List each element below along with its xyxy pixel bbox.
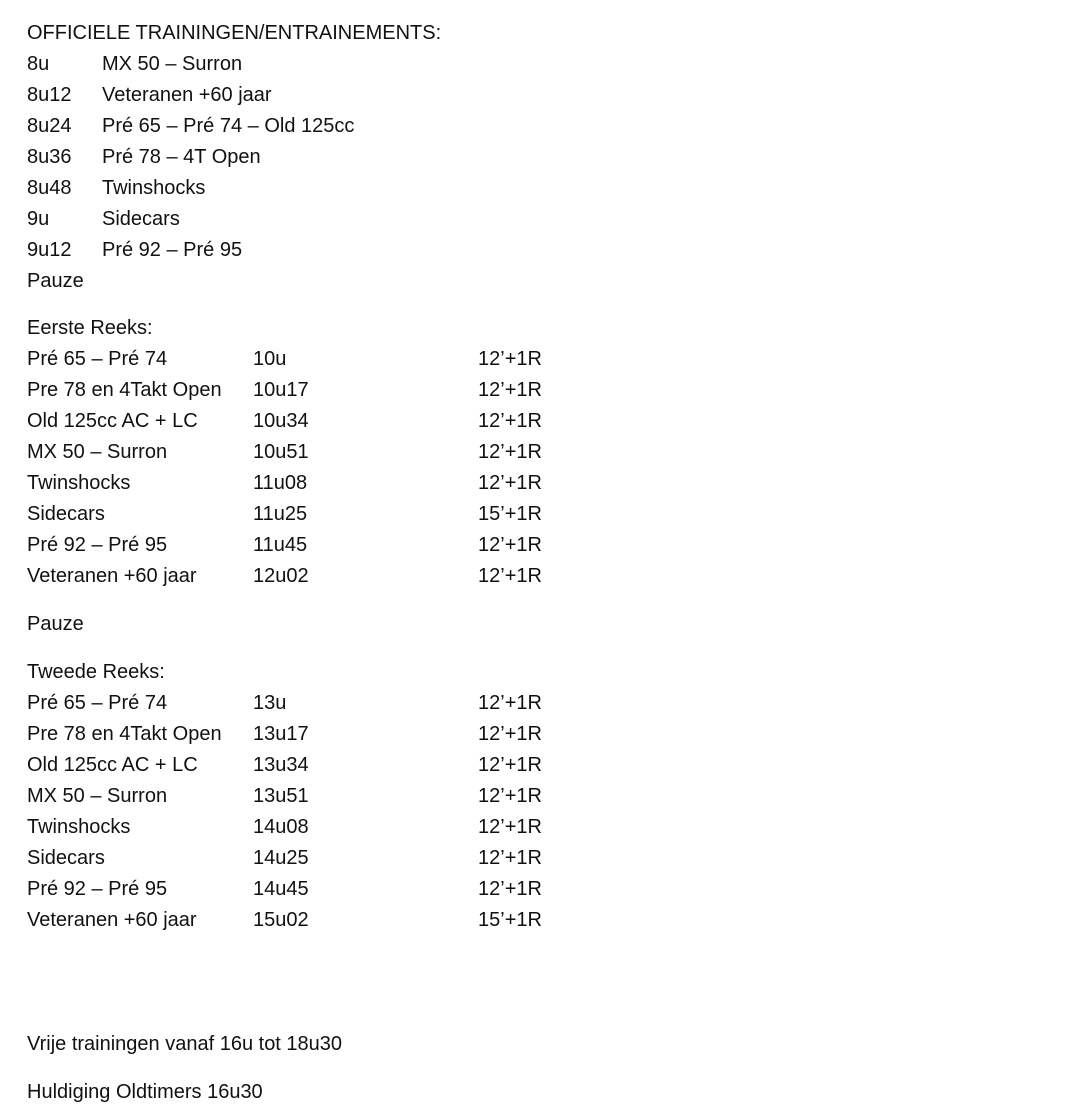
series-row	[27, 437, 1027, 468]
training-class: Sidecars	[102, 208, 180, 230]
series-duration: 15’+1R	[478, 909, 542, 931]
series-time: 10u	[253, 348, 287, 370]
series-row	[27, 530, 1027, 561]
series-1-section	[27, 313, 1027, 592]
series-duration: 12’+1R	[478, 878, 542, 900]
training-row	[27, 204, 1027, 235]
training-time: 9u12	[27, 239, 72, 261]
series-class: Old 125cc AC + LC	[27, 410, 198, 432]
series-duration: 12’+1R	[478, 534, 542, 556]
ceremony-note: Huldiging Oldtimers 16u30	[27, 1081, 263, 1103]
series-time: 10u17	[253, 379, 309, 401]
series-time: 13u34	[253, 754, 309, 776]
series-class: Sidecars	[27, 847, 105, 869]
training-class: Pré 92 – Pré 95	[102, 239, 243, 261]
series-time: 13u17	[253, 723, 309, 745]
series-duration: 12’+1R	[478, 785, 542, 807]
training-time: 8u24	[27, 115, 72, 137]
series-class: MX 50 – Surron	[27, 785, 168, 807]
training-row	[27, 80, 1027, 111]
series-row	[27, 468, 1027, 499]
series-row	[27, 344, 1027, 375]
series-duration: 12’+1R	[478, 348, 542, 370]
series-row	[27, 874, 1027, 905]
series-class: Twinshocks	[27, 472, 131, 494]
training-row	[27, 111, 1027, 142]
series-class: Sidecars	[27, 503, 105, 525]
series-class: Pré 92 – Pré 95	[27, 878, 168, 900]
series-class: Pre 78 en 4Takt Open	[27, 723, 222, 745]
series-duration: 12’+1R	[478, 847, 542, 869]
series-class: Pré 65 – Pré 74	[27, 692, 168, 714]
series-row	[27, 905, 1027, 936]
series-row	[27, 719, 1027, 750]
series-row	[27, 812, 1027, 843]
series-class: Pré 65 – Pré 74	[27, 348, 168, 370]
series-duration: 12’+1R	[478, 472, 542, 494]
series-row	[27, 499, 1027, 530]
series-2-section	[27, 657, 1027, 936]
series-duration: 12’+1R	[478, 816, 542, 838]
training-row	[27, 49, 1027, 80]
training-time: 8u36	[27, 146, 72, 168]
document-title: OFFICIELE TRAININGEN/ENTRAINEMENTS:	[27, 22, 442, 44]
series-class: Old 125cc AC + LC	[27, 754, 198, 776]
training-row	[27, 173, 1027, 204]
series-class: Pre 78 en 4Takt Open	[27, 379, 222, 401]
series-time: 11u08	[253, 472, 308, 494]
series-duration: 12’+1R	[478, 565, 542, 587]
series-duration: 12’+1R	[478, 441, 542, 463]
series-duration: 15’+1R	[478, 503, 542, 525]
training-row	[27, 142, 1027, 173]
training-time: 8u	[27, 53, 50, 75]
series-time: 13u51	[253, 785, 309, 807]
series-row	[27, 375, 1027, 406]
series-duration: 12’+1R	[478, 410, 542, 432]
series-time: 13u	[253, 692, 287, 714]
series-class: Twinshocks	[27, 816, 131, 838]
series-time: 11u45	[253, 534, 308, 556]
series-duration: 12’+1R	[478, 723, 542, 745]
training-class: Twinshocks	[102, 177, 206, 199]
series-duration: 12’+1R	[478, 754, 542, 776]
training-class: Pré 65 – Pré 74 – Old 125cc	[102, 115, 355, 137]
training-class: Veteranen +60 jaar	[102, 84, 272, 106]
series-2-heading: Tweede Reeks:	[27, 661, 165, 683]
series-time: 10u51	[253, 441, 309, 463]
series-class: Veteranen +60 jaar	[27, 909, 197, 931]
training-time: 8u48	[27, 177, 72, 199]
series-class: Pré 92 – Pré 95	[27, 534, 168, 556]
series-1-heading: Eerste Reeks:	[27, 317, 153, 339]
series-time: 14u25	[253, 847, 309, 869]
series-duration: 12’+1R	[478, 692, 542, 714]
series-duration: 12’+1R	[478, 379, 542, 401]
training-time: 8u12	[27, 84, 72, 106]
pause-label: Pauze	[27, 613, 84, 635]
series-row	[27, 781, 1027, 812]
training-row	[27, 235, 1027, 266]
series-row	[27, 406, 1027, 437]
pause-label: Pauze	[27, 270, 84, 292]
series-class: Veteranen +60 jaar	[27, 565, 197, 587]
series-time: 14u45	[253, 878, 309, 900]
series-time: 12u02	[253, 565, 309, 587]
series-row	[27, 843, 1027, 874]
series-time: 10u34	[253, 410, 309, 432]
series-row	[27, 750, 1027, 781]
training-time: 9u	[27, 208, 50, 230]
training-class: MX 50 – Surron	[102, 53, 243, 75]
series-row	[27, 688, 1027, 719]
series-time: 14u08	[253, 816, 309, 838]
series-time: 15u02	[253, 909, 309, 931]
series-time: 11u25	[253, 503, 308, 525]
series-row	[27, 561, 1027, 592]
series-class: MX 50 – Surron	[27, 441, 168, 463]
schedule-document	[27, 18, 1027, 1108]
training-class: Pré 78 – 4T Open	[102, 146, 261, 168]
official-trainings-list	[27, 49, 1027, 266]
free-training-note: Vrije trainingen vanaf 16u tot 18u30	[27, 1033, 343, 1055]
